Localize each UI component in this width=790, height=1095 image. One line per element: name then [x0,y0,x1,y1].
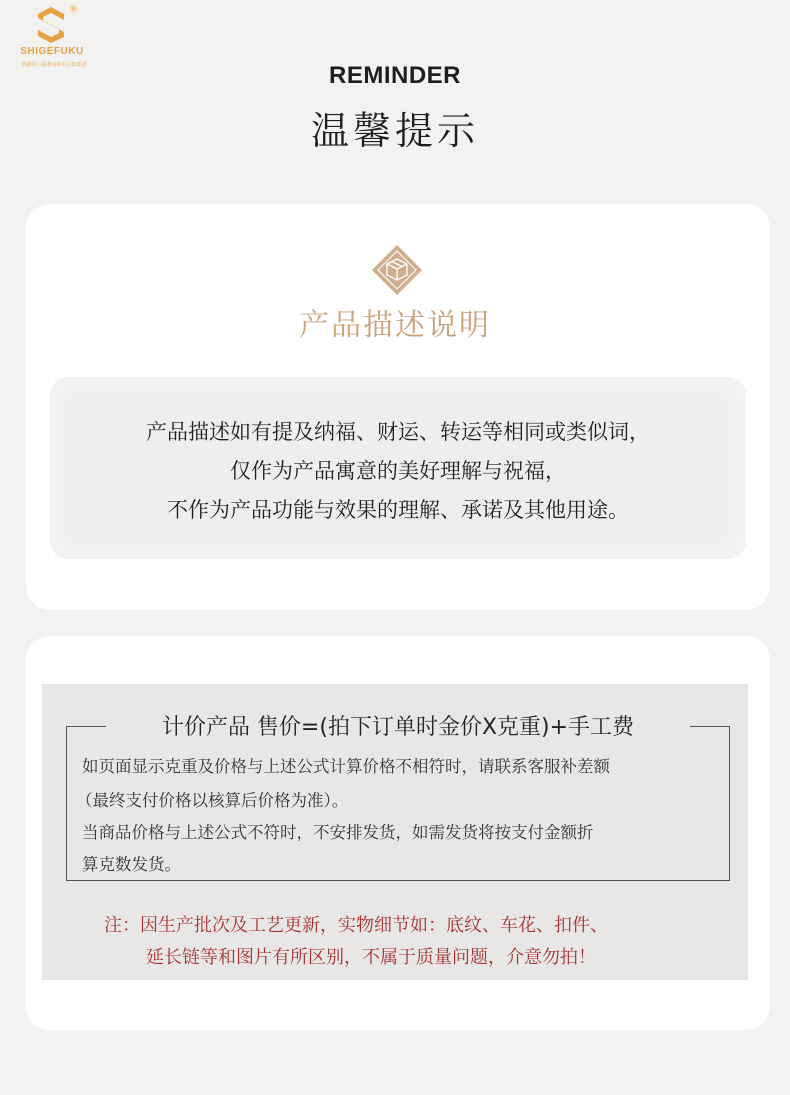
pricing-formula-title: 计价产品 售价=(拍下订单时金价X克重)+手工费 [161,715,635,740]
brand-name: SHIGEFUKU [20,46,84,57]
reminder-heading: REMINDER [328,62,461,89]
pricing-rule-line: 如页面显示克重及价格与上述公式计算价格不相符时，请联系客服补差额 [82,757,610,776]
pricing-rule-line: 算克数发货。 [82,855,181,874]
description-line: 仅作为产品寓意的美好理解与祝福， [230,459,566,483]
description-title: 产品描述说明 [299,308,491,343]
brand-logo [14,6,94,70]
pricing-rule-line: 当商品价格与上述公式不符时，不安排发货，如需发货将按支付金额折 [82,823,594,842]
description-line: 产品描述如有提及纳福、财运、转运等相同或类似词， [146,420,650,444]
disclaimer-note-line: 注：因生产批次及工艺更新，实物细节如：底纹、车花、扣件、 [104,915,608,936]
frame-divider [690,726,729,727]
pricing-rule-line: （最终支付价格以核算后价格为准）。 [76,791,349,810]
disclaimer-note-line: 延长链等和图片有所区别，不属于质量问题，介意勿拍！ [146,947,596,968]
s-letter-logo-icon [36,6,66,44]
reminder-title-cn: 温馨提示 [310,109,479,153]
description-line: 不作为产品功能与效果的理解、承诺及其他用途。 [167,498,629,522]
frame-divider [66,726,106,727]
gift-box-diamond-icon [370,243,424,297]
brand-subtitle: 香港周六福黄金钻石首饰集团 [21,62,87,68]
registered-mark: ® [69,5,78,15]
